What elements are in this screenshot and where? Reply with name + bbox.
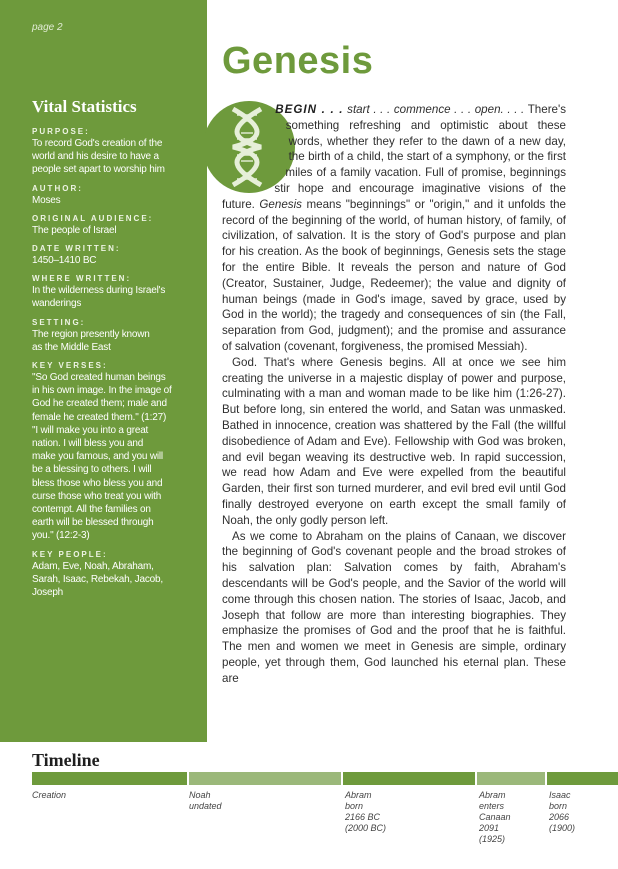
timeline-heading: Timeline <box>32 750 100 770</box>
date-value: 1450–1410 BC <box>32 255 97 267</box>
vital-statistics-sidebar <box>0 0 207 742</box>
timeline-entry-noah: Noah undated <box>189 790 222 811</box>
key-verses-value: "So God created human beings in his own image. In the image of God he created them; male and female he created them." (1:27) "I will make you into a great nation. I will bless you and make you famous, and you will be a blessing to others. I will bless those who bless you and curse those who treat you with contempt. All the families on earth will be blessed through you." (12:2-3) <box>32 372 172 542</box>
timeline-entry-isaac-born: Isaac born 2066 (1900) <box>549 790 576 833</box>
vital-statistics-heading: Vital Statistics <box>32 97 137 116</box>
date-label: DATE WRITTEN: <box>32 244 121 254</box>
intro-paragraph: BEGIN . . . start . . . commence . . . open. . . . There's something refreshing and optimistic about these words, whether they refer to the dawn of a new day, the birth of a child, the start of a symphony, or the first miles of a family vacation. Full of promise, beginnings stir hope and encourage imaginative visions of the future. Genesis means "beginnings" or "origin," and it unfolds the record of the beginning of the world, of human history, of family, of civilization, of salvation. It is the story of God's purpose and plan for his creation. As the book of beginnings, Genesis sets the stage for the entire Bible. It reveals the person and nature of God (Creator, Sustainer, Judge, Redeemer); the value and dignity of human beings (made in God's image, saved by grace, used by God in the world); the tragedy and consequences of sin (the Fall, separation from God, judgment); and the promise and assurance of salvation (covenant, forgiveness, the promised Messiah). <box>222 103 567 353</box>
god-paragraph: God. That's where Genesis begins. All at once we see him creating the universe in a majestic display of power and purpose, culminating with a man and woman made to be like him (1:26-27). But before long, sin entered the world, and Satan was unmasked. Bathed in innocence, creation was shattered by the Fall (the willful disobedience of Adam and Eve). Fellowship with God was broken, and evil began weaving its destructive web. In rapid succession, we read how Adam and Eve were expelled from the beautiful Garden, their first son turned murderer, and evil bred evil until God finally destroyed everyone on earth except the small family of Noah, the only godly person left. <box>222 355 566 527</box>
purpose-value: To record God's creation of the world and his desire to have a people set apart to worship him <box>32 138 165 176</box>
timeline-segment <box>343 772 475 785</box>
where-label: WHERE WRITTEN: <box>32 274 132 284</box>
timeline-segment <box>477 772 545 785</box>
audience-label: ORIGINAL AUDIENCE: <box>32 213 154 223</box>
audience-value: The people of Israel <box>32 224 117 236</box>
timeline-entry-abram-born: Abram born 2166 BC (2000 BC) <box>345 790 387 833</box>
timeline-entry-creation: Creation <box>32 790 67 800</box>
introduction-body <box>222 102 566 686</box>
timeline-segment <box>189 772 341 785</box>
timeline-segment <box>32 772 187 785</box>
where-value: In the wilderness during Israel's wanderings <box>32 285 166 310</box>
timeline-entry-abram-enters-canaan: Abram enters Canaan 2091 (1925) <box>479 790 511 844</box>
key-verses-label: KEY VERSES: <box>32 361 108 371</box>
key-people-label: KEY PEOPLE: <box>32 549 108 559</box>
abraham-paragraph: As we come to Abraham on the plains of Canaan, we discover the beginning of God's covenant people and the broad strokes of his salvation plan: Salvation comes by faith, Abraham's descendants will be God's people, and the Savior of the world will come through this chosen nation. The stories of Isaac, Jacob, and Joseph that follow are more than interesting biographies. They emphasize the promises of God and the proof that he is faithful. The men and women we meet in Genesis are simple, ordinary people, yet through them, God launched his eternal plan. These are <box>222 529 566 685</box>
setting-value: The region presently known as the Middle East <box>32 328 150 353</box>
setting-label: SETTING: <box>32 317 86 327</box>
timeline-segment <box>547 772 618 785</box>
author-label: AUTHOR: <box>32 183 83 193</box>
begin-word: BEGIN . . . <box>275 103 344 116</box>
purpose-label: PURPOSE: <box>32 127 90 136</box>
begin-definitions: start . . . commence . . . open. . . . <box>343 103 525 116</box>
book-title: Genesis <box>222 40 374 82</box>
author-value: Moses <box>32 194 61 206</box>
page-number: page 2 <box>32 22 63 33</box>
key-people-value: Adam, Eve, Noah, Abraham, Sarah, Isaac, Rebekah, Jacob, Joseph <box>32 560 163 599</box>
